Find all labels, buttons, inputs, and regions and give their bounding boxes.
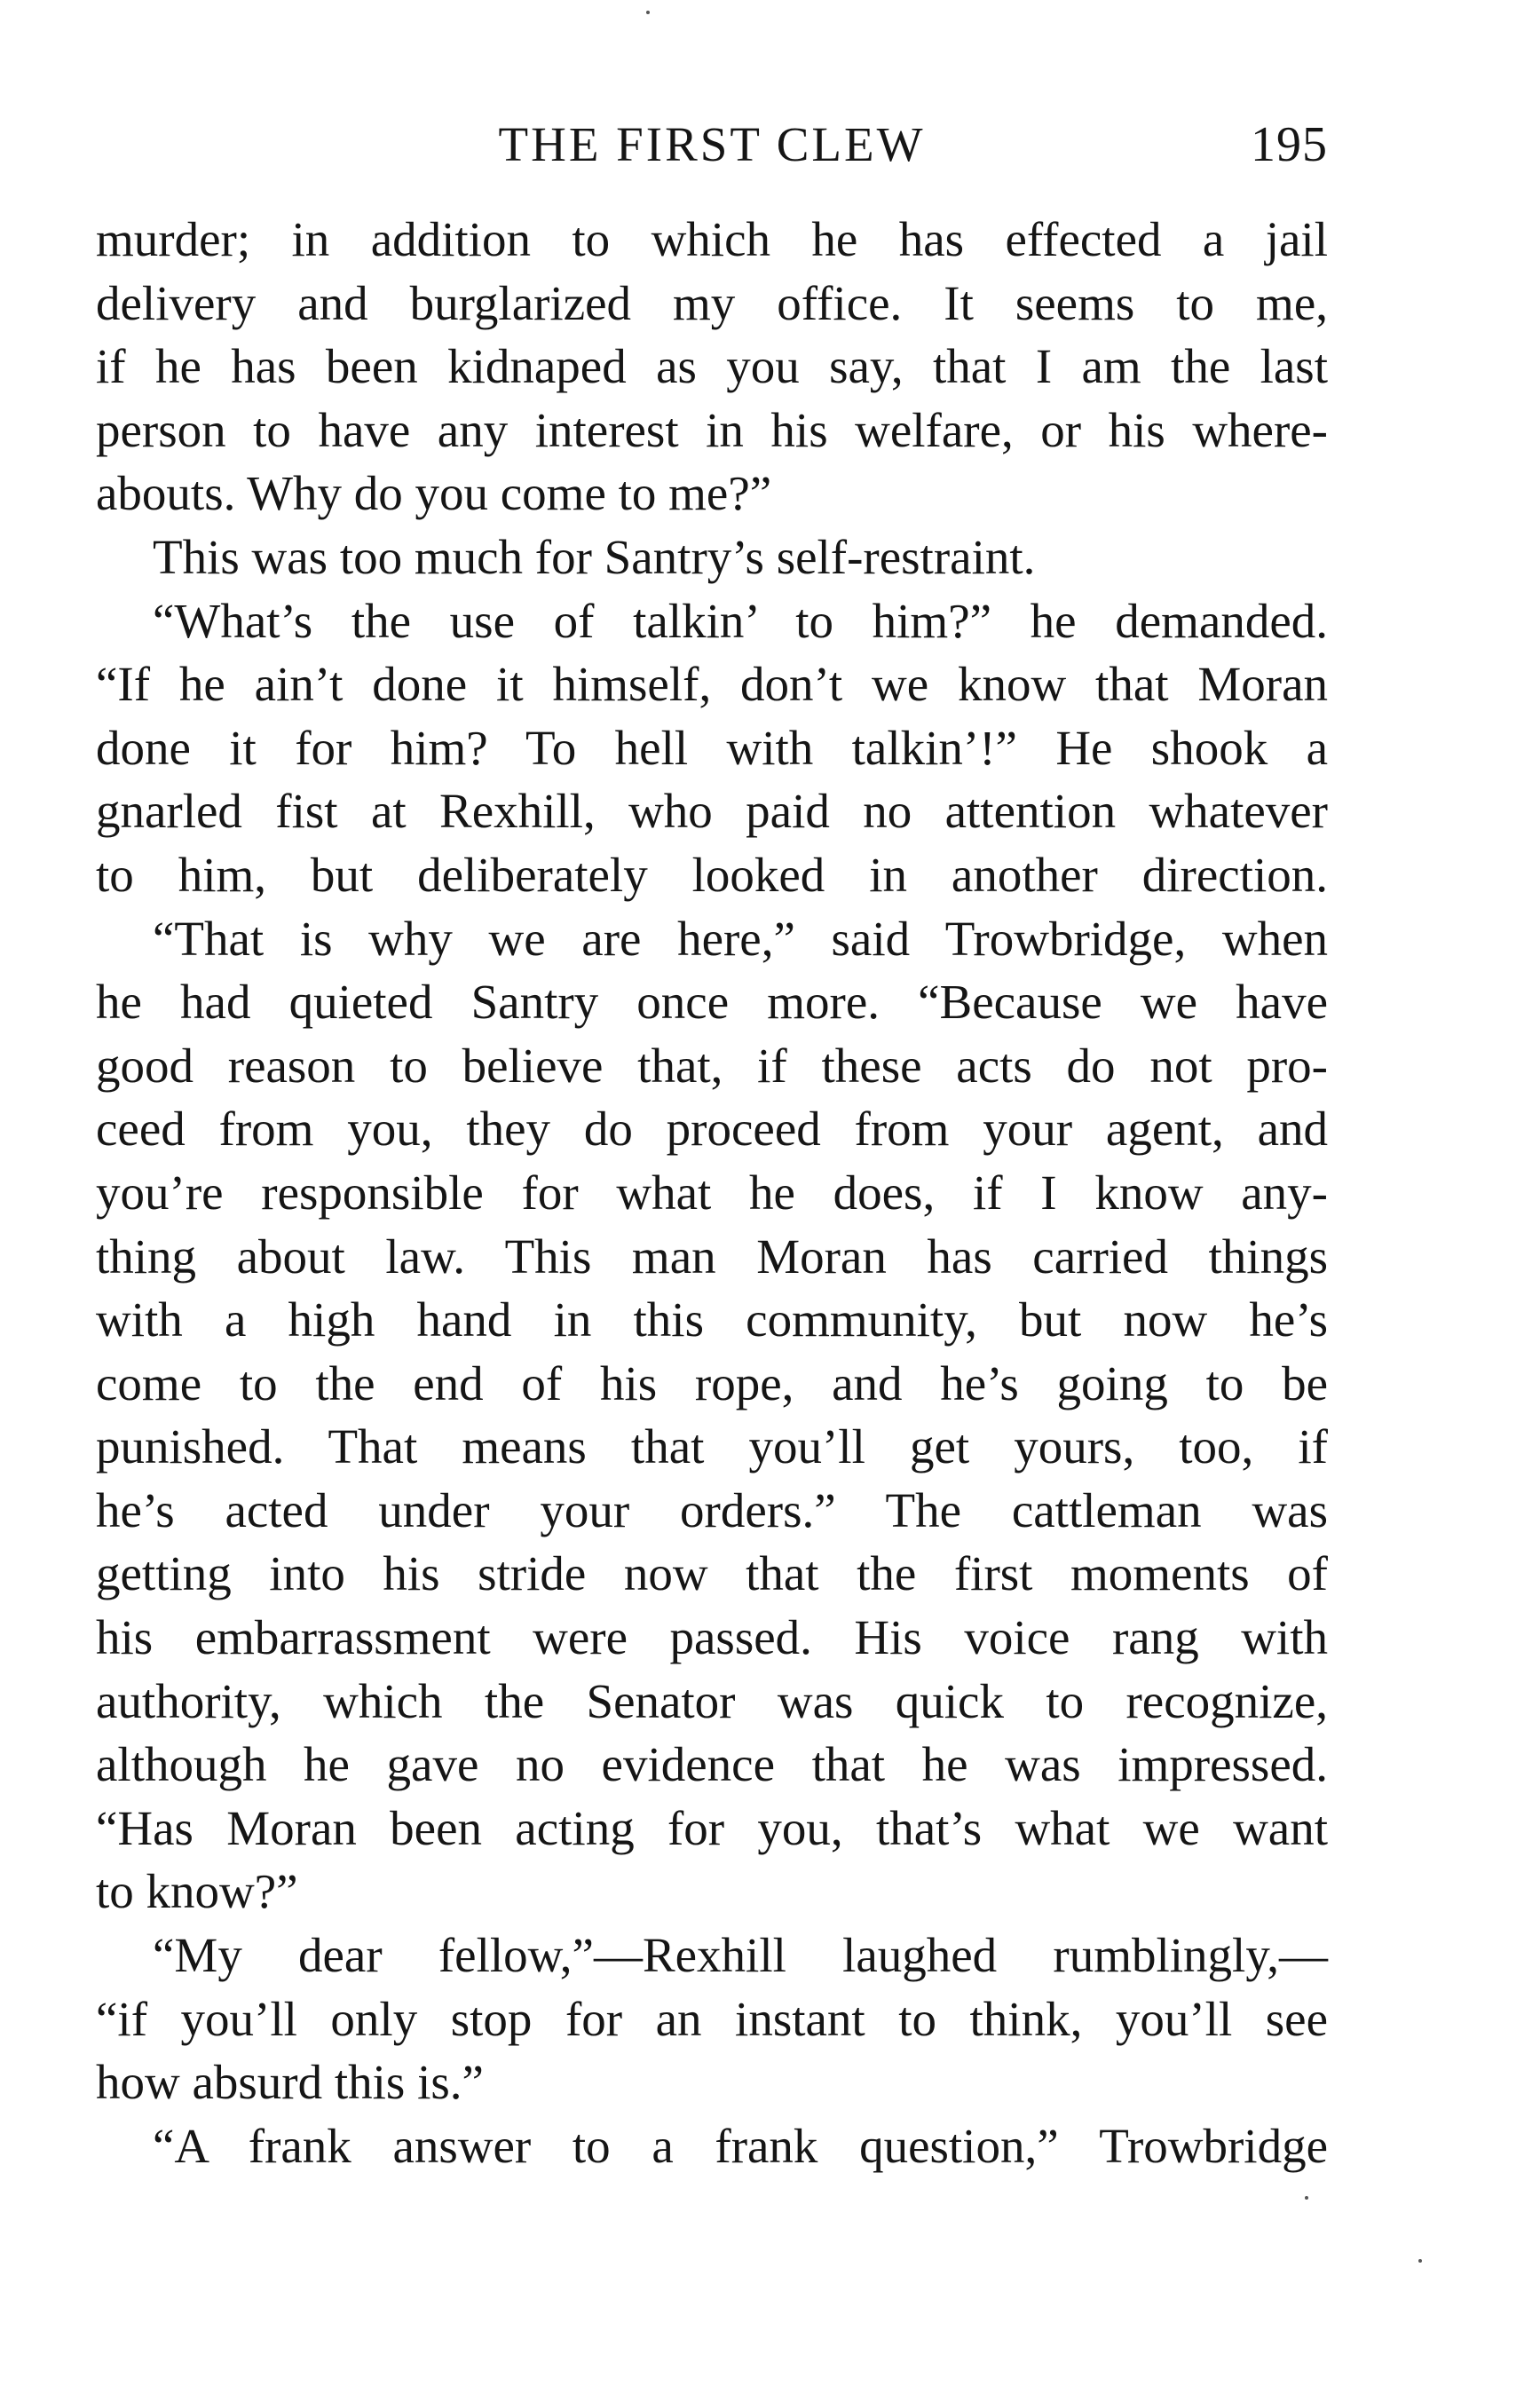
page-number: 195 (1251, 117, 1328, 172)
text-line: “What’s the use of talkin’ to him?” he demanded. (153, 593, 1328, 648)
text-line: getting into his stride now that the first moments of (96, 1546, 1328, 1601)
running-head (96, 114, 1328, 176)
text-line: he’s acted under your orders.” The cattleman was (96, 1482, 1328, 1537)
speck (1305, 2196, 1308, 2200)
text-line: This was too much for Santry’s self-restraint. (153, 529, 1036, 584)
text-line: to know?” (96, 1864, 298, 1919)
text-line: “If he ain’t done it himself, don’t we know that Moran (96, 657, 1328, 712)
text-line: gnarled fist at Rexhill, who paid no attention whatever (96, 784, 1328, 839)
text-line: his embarrassment were passed. His voice rang with (96, 1610, 1328, 1665)
text-line: person to have any interest in his welfare, or his where- (96, 402, 1328, 457)
text-line: authority, which the Senator was quick to recognize, (96, 1673, 1328, 1728)
text-line: come to the end of his rope, and he’s going to be (96, 1355, 1328, 1410)
text-line: “Has Moran been acting for you, that’s what we want (96, 1800, 1328, 1855)
text-line: if he has been kidnaped as you say, that I am the last (96, 339, 1328, 394)
text-line: how absurd this is.” (96, 2055, 484, 2110)
text-line: punished. That means that you’ll get yours, too, if (96, 1419, 1328, 1474)
speck (646, 11, 650, 14)
text-line: although he gave no evidence that he was impressed. (96, 1737, 1328, 1792)
text-line: he had quieted Santry once more. “Because we have (96, 975, 1328, 1030)
text-line: delivery and burglarized my office. It seems to me, (96, 275, 1328, 330)
speck (1418, 2259, 1422, 2263)
text-line: to him, but deliberately looked in another direction. (96, 847, 1328, 902)
body-text (96, 208, 1328, 2177)
text-line: abouts. Why do you come to me?” (96, 466, 772, 521)
text-line: “My dear fellow,”—Rexhill laughed rumblingly,— (153, 1928, 1328, 1983)
text-line: “That is why we are here,” said Trowbridge, when (153, 911, 1328, 966)
text-line: thing about law. This man Moran has carried things (96, 1229, 1328, 1284)
text-line: with a high hand in this community, but now he’s (96, 1292, 1328, 1347)
text-line: done it for him? To hell with talkin’!” He shook a (96, 720, 1328, 775)
text-line: you’re responsible for what he does, if I know any- (96, 1165, 1328, 1220)
text-line: murder; in addition to which he has effected a jail (96, 212, 1328, 266)
text-line: “if you’ll only stop for an instant to think, you’ll see (96, 1991, 1328, 2046)
text-line: ceed from you, they do proceed from your agent, and (96, 1102, 1328, 1157)
chapter-title: THE FIRST CLEW (498, 117, 926, 171)
text-line: “A frank answer to a frank question,” Trowbridge (153, 2118, 1328, 2173)
text-line: good reason to believe that, if these acts do not pro- (96, 1038, 1328, 1093)
